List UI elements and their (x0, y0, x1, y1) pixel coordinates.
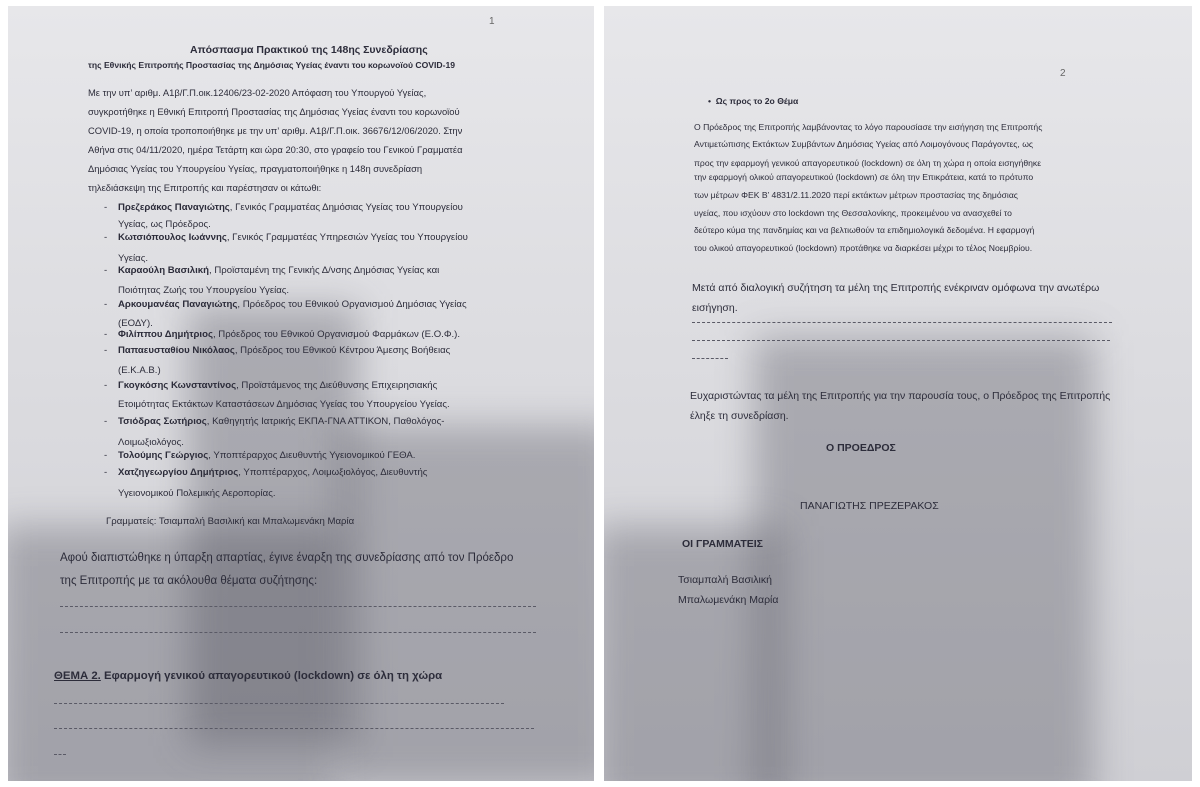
body-line: Αντιμετώπισης Εκτάκτων Συμβάντων Δημόσιας Υγείας από Λοιμογόνους Παράγοντες, ως (694, 139, 1034, 149)
member-item: - Φιλίππου Δημήτριος, Πρόεδρος του Εθνικού Οργανισμού Φαρμάκων (Ε.Ο.Φ.). (104, 329, 460, 340)
intro-line: COVID-19, η οποία τροποποιήθηκε με την υπ’ αριθμ. Α1β/Γ.Π.οικ. 36676/12/06/2020. Στην (88, 125, 463, 136)
member-item: - Καραούλη Βασιλική, Προϊσταμένη της Γενικής Δ/νσης Δημόσιας Υγείας και (104, 265, 440, 276)
discussion-line: Μετά από διαλογική συζήτηση τα μέλη της Επιτροπής ενέκριναν ομόφωνα την ανωτέρω (692, 282, 1100, 294)
dotted-rule (692, 358, 728, 359)
member-item-cont: (Ε.Κ.Α.Β.) (118, 365, 161, 376)
member-item: - Παπαευσταθίου Νικόλαος, Πρόεδρος του Εθνικού Κέντρου Άμεσης Βοήθειας (104, 345, 451, 356)
dotted-rule (54, 728, 534, 729)
member-item-cont: Λοιμωξιολόγος. (118, 437, 184, 448)
member-item-cont: Ετοιμότητας Εκτάκτων Καταστάσεων Δημόσιας Υγείας του Υπουργείου Υγείας. (118, 399, 450, 410)
member-item: - Αρκουμανέας Παναγιώτης, Πρόεδρος του Εθνικού Οργανισμού Δημόσιας Υγείας (104, 299, 467, 310)
body-line: προς την εφαρμογή γενικού απαγορευτικού (lockdown) σε όλη τη χώρα η οποία εισηγήθηκε (694, 158, 1042, 168)
member-item: - Πρεζεράκος Παναγιώτης, Γενικός Γραμματέας Δημόσιας Υγείας του Υπουργείου (104, 202, 463, 213)
member-item-cont: (ΕΟΔΥ). (118, 318, 153, 329)
intro-line: Με την υπ’ αριθμ. Α1β/Γ.Π.οικ.12406/23-02-2020 Απόφαση του Υπουργού Υγείας, (88, 87, 427, 98)
body-line: των μέτρων ΦΕΚ Β’ 4831/2.11.2020 περί εκτάκτων μέτρων προστασίας της δημόσιας (694, 190, 1018, 200)
page-number: 1 (489, 16, 495, 27)
page-number: 2 (1060, 68, 1066, 79)
dotted-rule (692, 322, 1112, 323)
intro-line: τηλεδιάσκεψη της Επιτροπής και παρέστησαν οι κάτωθι: (88, 182, 322, 193)
dotted-rule (54, 703, 504, 704)
member-item: - Τολούμης Γεώργιος, Υποπτέραρχος Διευθυντής Υγειονομικού ΓΕΘΑ. (104, 450, 416, 461)
intro-line: συγκροτήθηκε η Εθνική Επιτροπή Προστασίας της Δημόσιας Υγείας έναντι του κορωνοϊού (88, 106, 460, 117)
intro-line: Αθήνα στις 04/11/2020, ημέρα Τετάρτη και ώρα 20:30, στο γραφείο του Γενικού Γραμματέα (88, 144, 463, 155)
quorum-line: Αφού διαπιστώθηκε η ύπαρξη απαρτίας, έγινε έναρξη της συνεδρίασης από τον Πρόεδρο (60, 552, 514, 564)
document-title: Απόσπασμα Πρακτικού της 148ης Συνεδρίασης (190, 44, 428, 56)
body-line: υγείας, που ισχύουν στο lockdown της Θεσσαλονίκης, προκειμένου να ανασχεθεί το (694, 208, 1012, 218)
intro-line: Δημόσιας Υγείας του Υπουργείου Υγείας, πραγματοποιήθηκε η 148η συνεδρίαση (88, 163, 423, 174)
document-subtitle: της Εθνικής Επιτροπής Προστασίας της Δημόσιας Υγείας έναντι του κορωνοϊού COVID-19 (88, 60, 456, 70)
president-title: Ο ΠΡΟΕΔΡΟΣ (826, 442, 896, 454)
document-page-1 (8, 6, 594, 781)
secretary-name: Μπαλωμενάκη Μαρία (678, 594, 779, 606)
body-line: δεύτερο κύμα της πανδημίας και να βελτιωθούν τα επιδημιολογικά δεδομένα. Η εφαρμογή (694, 225, 1035, 235)
thanks-line: Ευχαριστώντας τα μέλη της Επιτροπής για την παρουσία τους, ο Πρόεδρος της Επιτροπής (690, 390, 1111, 402)
shadow-overlay (604, 526, 784, 781)
dotted-rule (54, 754, 66, 755)
body-line: Ο Πρόεδρος της Επιτροπής λαμβάνοντας το λόγο παρουσίασε την εισήγηση της Επιτροπής (694, 122, 1043, 132)
president-name: ΠΑΝΑΓΙΩΤΗΣ ΠΡΕΖΕΡΑΚΟΣ (800, 500, 939, 512)
discussion-line: εισήγηση. (692, 302, 738, 314)
member-item: - Χατζηγεωργίου Δημήτριος, Υποπτέραρχος, Λοιμωξιολόγος, Διευθυντής (104, 467, 428, 478)
member-item-cont: Υγείας, ως Πρόεδρος. (118, 219, 211, 230)
member-item: - Τσιόδρας Σωτήριος, Καθηγητής Ιατρικής ΕΚΠΑ-ΓΝΑ ΑΤΤΙΚΟΝ, Παθολόγος- (104, 416, 445, 427)
member-item: - Κωτσιόπουλος Ιωάννης, Γενικός Γραμματέας Υπηρεσιών Υγείας του Υπουργείου (104, 232, 468, 243)
member-item-cont: Υγείας. (118, 253, 148, 264)
secretaries-title: ΟΙ ΓΡΑΜΜΑΤΕΙΣ (682, 538, 763, 550)
document-page-2 (604, 6, 1192, 781)
theme-heading: ΘΕΜΑ 2. Εφαρμογή γενικού απαγορευτικού (lockdown) σε όλη τη χώρα (54, 670, 443, 682)
dotted-rule (60, 606, 536, 607)
shadow-overlay (754, 336, 1094, 781)
body-line: την εφαρμογή ολικού απαγορευτικού (lockdown) σε όλη την Επικράτεια, κατά το πρότυπο (694, 172, 1034, 182)
dotted-rule (60, 632, 536, 633)
member-item: - Γκογκόσης Κωνσταντίνος, Προϊστάμενος της Διεύθυνσης Επιχειρησιακής (104, 380, 438, 391)
shadow-overlay (8, 526, 338, 781)
quorum-line: της Επιτροπής με τα ακόλουθα θέματα συζήτησης: (60, 575, 318, 587)
thanks-line: έληξε τη συνεδρίαση. (690, 410, 789, 422)
member-item-cont: Υγειονομικού Πολεμικής Αεροπορίας. (118, 488, 276, 499)
dotted-rule (692, 340, 1110, 341)
secretaries-line: Γραμματείς: Τσιαμπαλή Βασιλική και Μπαλωμενάκη Μαρία (106, 516, 355, 527)
secretary-name: Τσιαμπαλή Βασιλική (678, 574, 772, 586)
body-line: του ολικού απαγορευτικού (lockdown) προτάθηκε να διαρκέσει μέχρι το τέλος Νοεμβρίου. (694, 243, 1033, 253)
bullet-heading: • Ως προς το 2ο Θέμα (708, 96, 799, 106)
member-item-cont: Ποιότητας Ζωής του Υπουργείου Υγείας. (118, 285, 290, 296)
